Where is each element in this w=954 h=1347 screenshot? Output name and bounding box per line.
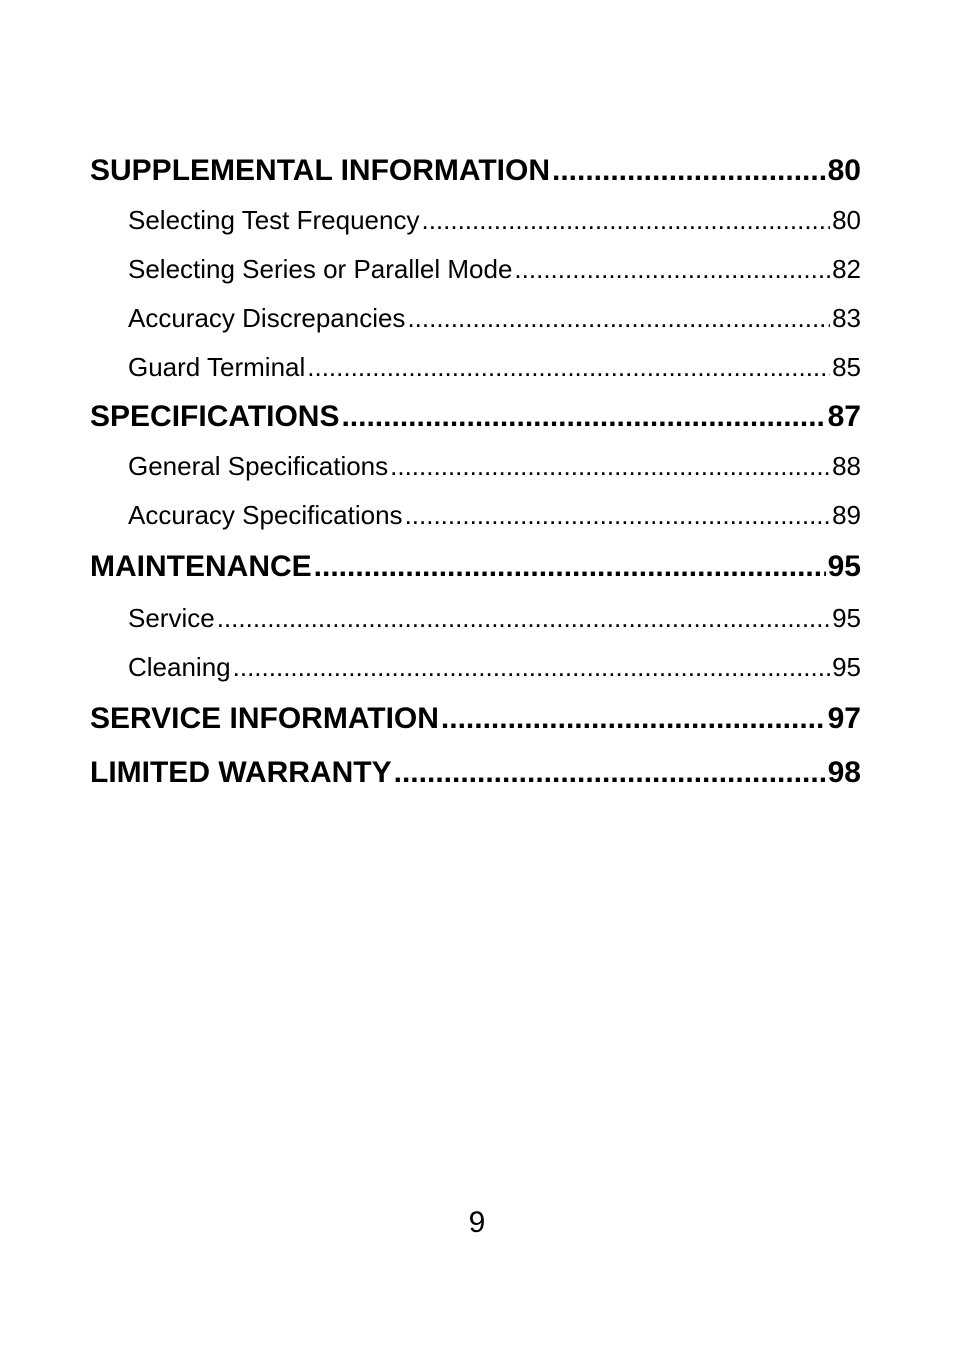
- dot-leader: [514, 245, 830, 294]
- toc-entry-accuracy-discrepancies[interactable]: [90, 294, 861, 343]
- toc-entry-page: 97: [827, 702, 861, 735]
- dot-leader: [341, 392, 825, 442]
- toc-entry-page: 95: [832, 603, 861, 633]
- dot-leader: [314, 540, 826, 594]
- dot-leader: [307, 343, 830, 392]
- toc-entry-title: Accuracy Specifications: [128, 500, 403, 530]
- toc-entry-title: MAINTENANCE: [90, 550, 312, 583]
- dot-leader: [421, 196, 830, 245]
- toc-entry-service[interactable]: [90, 594, 861, 643]
- table-of-contents: [90, 146, 861, 800]
- toc-entry-page: 80: [827, 154, 861, 187]
- dot-leader: [407, 294, 830, 343]
- page-number: 9: [468, 1206, 486, 1239]
- toc-entry-title: Accuracy Discrepancies: [128, 303, 406, 333]
- dot-leader: [441, 692, 826, 746]
- toc-entry-title: SERVICE INFORMATION: [90, 702, 439, 735]
- toc-entry-specifications[interactable]: [90, 392, 861, 442]
- toc-entry-title: Guard Terminal: [128, 352, 306, 382]
- toc-entry-general-specifications[interactable]: [90, 442, 861, 491]
- dot-leader: [394, 746, 826, 800]
- toc-entry-page: 85: [832, 352, 861, 382]
- dot-leader: [390, 442, 830, 491]
- toc-entry-title: SPECIFICATIONS: [90, 400, 340, 433]
- toc-entry-page: 95: [832, 652, 861, 682]
- dot-leader: [233, 643, 830, 692]
- toc-entry-page: 83: [832, 303, 861, 333]
- toc-entry-maintenance[interactable]: [90, 540, 861, 594]
- toc-entry-accuracy-specifications[interactable]: [90, 491, 861, 540]
- toc-entry-service-information[interactable]: [90, 692, 861, 746]
- toc-entry-page: 88: [832, 451, 861, 481]
- toc-entry-selecting-series-or-parallel-mode[interactable]: [90, 245, 861, 294]
- toc-entry-title: LIMITED WARRANTY: [90, 756, 392, 789]
- toc-entry-title: Cleaning: [128, 652, 231, 682]
- toc-entry-limited-warranty[interactable]: [90, 746, 861, 800]
- toc-entry-title: General Specifications: [128, 451, 389, 481]
- toc-entry-title: Service: [128, 603, 215, 633]
- toc-entry-page: 87: [827, 400, 861, 433]
- toc-entry-selecting-test-frequency[interactable]: [90, 196, 861, 245]
- toc-entry-page: 89: [832, 500, 861, 530]
- toc-entry-page: 95: [827, 550, 861, 583]
- dot-leader: [405, 491, 831, 540]
- toc-entry-title: Selecting Series or Parallel Mode: [128, 254, 513, 284]
- toc-entry-cleaning[interactable]: [90, 643, 861, 692]
- toc-entry-supplemental-information[interactable]: [90, 146, 861, 196]
- toc-entry-guard-terminal[interactable]: [90, 343, 861, 392]
- toc-entry-title: SUPPLEMENTAL INFORMATION: [90, 154, 550, 187]
- toc-entry-page: 98: [827, 756, 861, 789]
- toc-entry-page: 82: [832, 254, 861, 284]
- toc-entry-page: 80: [832, 205, 861, 235]
- toc-entry-title: Selecting Test Frequency: [128, 205, 420, 235]
- dot-leader: [217, 594, 830, 643]
- dot-leader: [552, 146, 826, 196]
